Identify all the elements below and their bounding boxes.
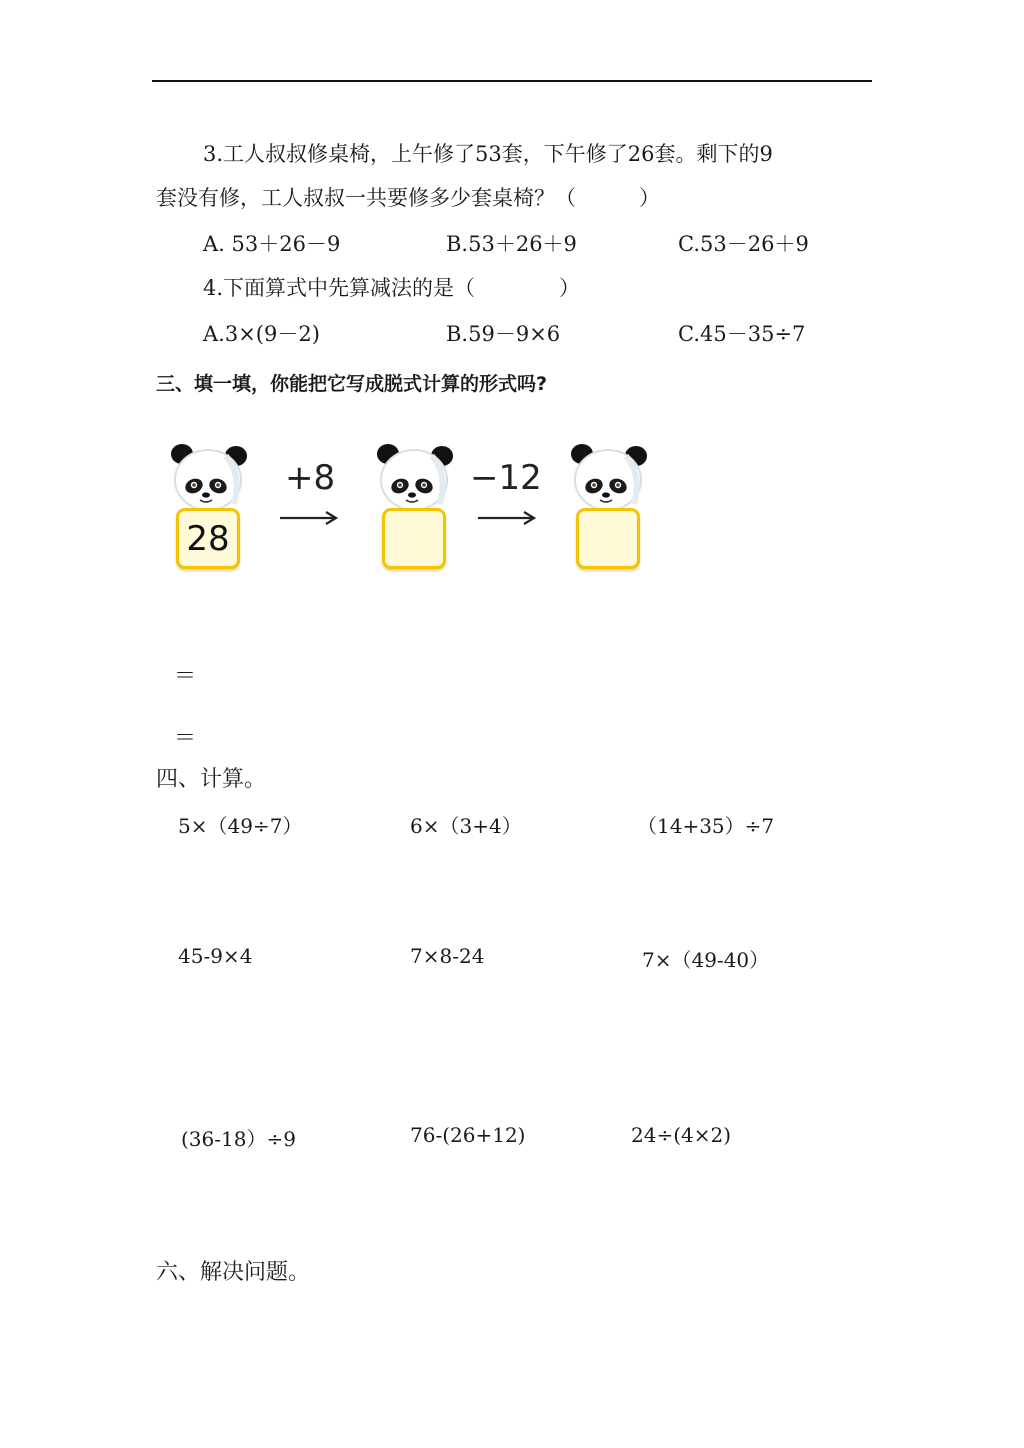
- q4-option-c: C.45－35÷7: [678, 322, 806, 346]
- panda-head-icon: [168, 444, 250, 514]
- op-plus-8: +8: [285, 458, 336, 498]
- calc-item: (36-18）÷9: [181, 1127, 296, 1151]
- calc-item: 5×（49÷7）: [178, 814, 303, 838]
- q3-option-a: A. 53＋26－9: [203, 232, 341, 256]
- equals-sign-2: ＝: [174, 726, 197, 751]
- section4-title: 四、计算。: [156, 767, 267, 792]
- top-rule: [152, 80, 872, 82]
- calc-item: 7×8-24: [410, 944, 485, 968]
- q4-line1: 4.下面算式中先算减法的是（ ）: [203, 276, 581, 300]
- q3-option-c: C.53－26＋9: [678, 232, 809, 256]
- op-minus-12: −12: [470, 458, 542, 498]
- q3-option-b: B.53＋26＋9: [446, 232, 577, 256]
- equals-sign-1: ＝: [174, 664, 197, 689]
- calc-item: 6×（3+4）: [410, 814, 522, 838]
- calc-item: 45-9×4: [178, 944, 253, 968]
- answer-box-1[interactable]: [382, 508, 446, 569]
- panda-head-icon: [568, 444, 650, 514]
- panda-figure-1: [168, 444, 258, 574]
- q3-line1: 3.工人叔叔修桌椅，上午修了53套，下午修了26套。剩下的9: [203, 142, 773, 166]
- q4-option-b: B.59－9×6: [446, 322, 561, 346]
- calc-item: （14+35）÷7: [637, 814, 775, 838]
- answer-box-2[interactable]: [576, 508, 640, 569]
- start-value-box: 28: [176, 508, 240, 569]
- calc-item: 76-(26+12): [410, 1123, 526, 1147]
- calc-item: 7×（49-40）: [642, 948, 770, 972]
- panda-figure-3: [568, 444, 658, 574]
- section3-title: 三、填一填，你能把它写成脱式计算的形式吗?: [156, 373, 548, 395]
- panda-head-icon: [374, 444, 456, 514]
- panda-figure-2: [374, 444, 464, 574]
- section6-title: 六、解决问题。: [156, 1260, 311, 1285]
- q4-option-a: A.3×(9－2): [203, 322, 320, 346]
- arrow-right-icon: [278, 508, 340, 528]
- arrow-right-icon: [476, 508, 538, 528]
- q3-line2: 套没有修，工人叔叔一共要修多少套桌椅？（ ）: [156, 186, 660, 210]
- calc-item: 24÷(4×2): [631, 1123, 732, 1147]
